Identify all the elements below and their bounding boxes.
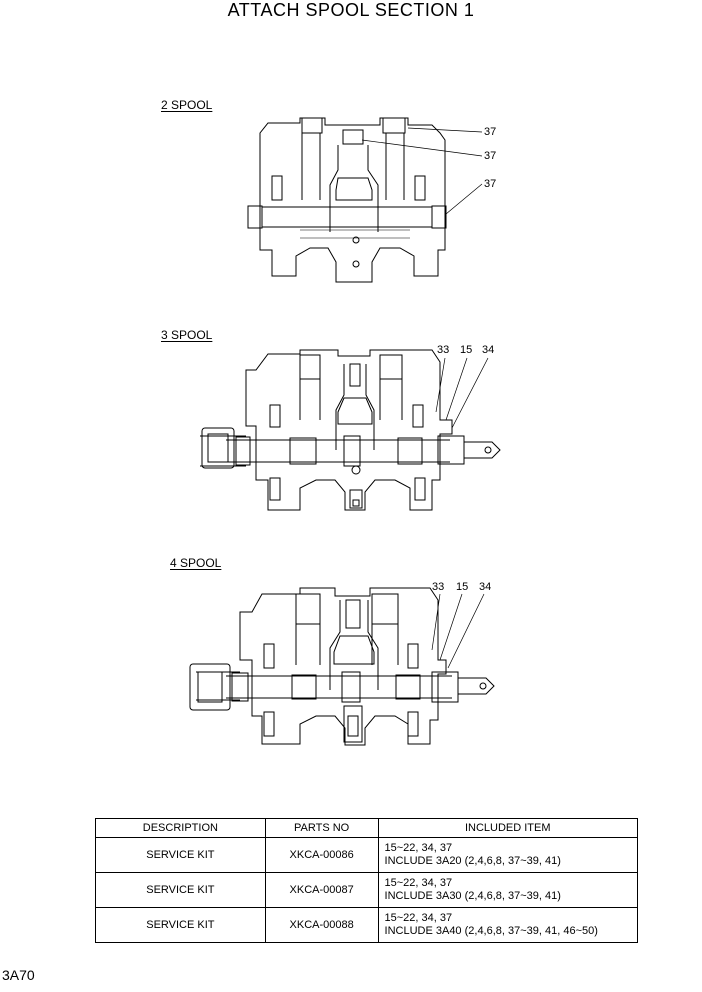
table-header-row bbox=[96, 819, 638, 838]
cell-description: SERVICE KIT bbox=[96, 838, 266, 873]
included-line-2: INCLUDE 3A30 (2,4,6,8, 37~39, 41) bbox=[384, 890, 561, 902]
cell-description: SERVICE KIT bbox=[96, 908, 266, 943]
two-spool-body bbox=[248, 118, 482, 282]
header-parts-no: PARTS NO bbox=[265, 819, 378, 838]
callout-34-3spool: 34 bbox=[482, 344, 495, 356]
included-line-2: INCLUDE 3A40 (2,4,6,8, 37~39, 41, 46~50) bbox=[384, 925, 598, 937]
page-title: ATTACH SPOOL SECTION 1 bbox=[227, 0, 475, 20]
section-label-4-spool: 4 SPOOL bbox=[170, 556, 222, 570]
cell-parts-no: XKCA-00088 bbox=[265, 908, 378, 943]
included-line-1: 15~22, 34, 37 bbox=[384, 912, 453, 924]
section-label-3-spool: 3 SPOOL bbox=[161, 328, 213, 342]
table-row bbox=[96, 908, 638, 943]
service-kit-table bbox=[95, 818, 638, 943]
included-line-2: INCLUDE 3A20 (2,4,6,8, 37~39, 41) bbox=[384, 855, 561, 867]
callout-37-a: 37 bbox=[484, 126, 497, 138]
callout-37-b: 37 bbox=[484, 150, 497, 162]
table-row bbox=[96, 838, 638, 873]
callout-15-4spool: 15 bbox=[456, 581, 469, 593]
header-included-item: INCLUDED ITEM bbox=[378, 819, 637, 838]
four-spool-body bbox=[190, 588, 494, 745]
included-line-1: 15~22, 34, 37 bbox=[384, 842, 453, 854]
callout-33-3spool: 33 bbox=[437, 344, 450, 356]
cell-included-item bbox=[378, 838, 637, 873]
three-spool-body bbox=[200, 350, 500, 510]
cell-included-item bbox=[378, 873, 637, 908]
page-code: 3A70 bbox=[2, 967, 35, 983]
table-row bbox=[96, 873, 638, 908]
cell-parts-no: XKCA-00086 bbox=[265, 838, 378, 873]
callout-15-3spool: 15 bbox=[460, 344, 473, 356]
section-label-2-spool: 2 SPOOL bbox=[161, 98, 213, 112]
header-description: DESCRIPTION bbox=[96, 819, 266, 838]
cell-included-item bbox=[378, 908, 637, 943]
cell-description: SERVICE KIT bbox=[96, 873, 266, 908]
callout-37-c: 37 bbox=[484, 178, 497, 190]
callout-33-4spool: 33 bbox=[432, 581, 445, 593]
cell-parts-no: XKCA-00087 bbox=[265, 873, 378, 908]
included-line-1: 15~22, 34, 37 bbox=[384, 877, 453, 889]
callout-34-4spool: 34 bbox=[479, 581, 492, 593]
